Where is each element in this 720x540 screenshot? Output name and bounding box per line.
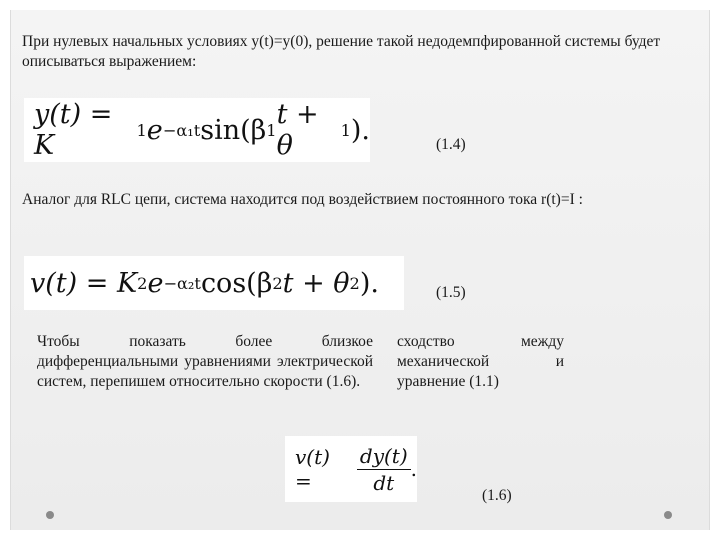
formula-1-4-sub-beta: 1 <box>266 120 277 140</box>
formula-1-4-mid: t + θ <box>276 99 319 161</box>
equation-number-1-6: (1.6) <box>482 487 512 504</box>
bullet-dot-left-icon <box>46 511 54 519</box>
formula-1-4-exp-base: e <box>146 114 163 146</box>
formula-1-5-exponent: −α₂t <box>163 273 201 293</box>
bullet-dot-right-icon <box>664 511 672 519</box>
formula-1-5-sub-theta: 2 <box>349 273 360 293</box>
formula-1-5 <box>24 256 404 310</box>
formula-1-5-lhs: v(t) = K <box>30 267 138 299</box>
formula-1-5-sub-k: 2 <box>137 273 148 293</box>
rlc-paragraph: Аналог для RLC цепи, система находится под воздействием постоянного тока r(t)=I : <box>22 191 583 208</box>
formula-1-5-sub-beta: 2 <box>272 273 283 293</box>
formula-1-4-end: ). <box>350 114 370 146</box>
equation-number-1-5: (1.5) <box>436 284 466 301</box>
formula-1-4 <box>24 98 370 162</box>
formula-1-5-exp-base: e <box>147 267 164 299</box>
formula-1-4-sub-theta: 1 <box>340 120 351 140</box>
formula-1-5-end: ). <box>359 267 379 299</box>
formula-1-5-function: cos(β <box>200 267 273 299</box>
compare-paragraph-left: Чтобы показать более близкое дифференциальными уравнениями электрической систем, перепишем относительно скорости (1.6). <box>37 333 373 390</box>
formula-1-4-lhs: y(t) = K <box>34 99 113 161</box>
formula-1-6 <box>285 436 417 502</box>
formula-1-6-fraction <box>357 443 411 496</box>
intro-paragraph: При нулевых начальных условиях y(t)=y(0), решение такой недодемпфированной системы будет описываться выражением: <box>22 33 661 70</box>
formula-1-4-function: sin(β <box>200 114 267 146</box>
formula-1-4-exponent: −α₁t <box>162 120 201 140</box>
equation-number-1-4: (1.4) <box>436 136 466 153</box>
formula-1-6-numerator: dy(t) <box>357 443 411 470</box>
formula-1-6-end: . <box>410 457 417 481</box>
formula-1-4-sub-k: 1 <box>136 120 147 140</box>
formula-1-6-denominator: dt <box>373 470 395 495</box>
formula-1-6-lhs: v(t) = <box>295 445 330 493</box>
formula-1-5-mid: t + θ <box>282 267 350 299</box>
compare-paragraph-right: сходство между механической и уравнение (1.1) <box>397 333 564 390</box>
